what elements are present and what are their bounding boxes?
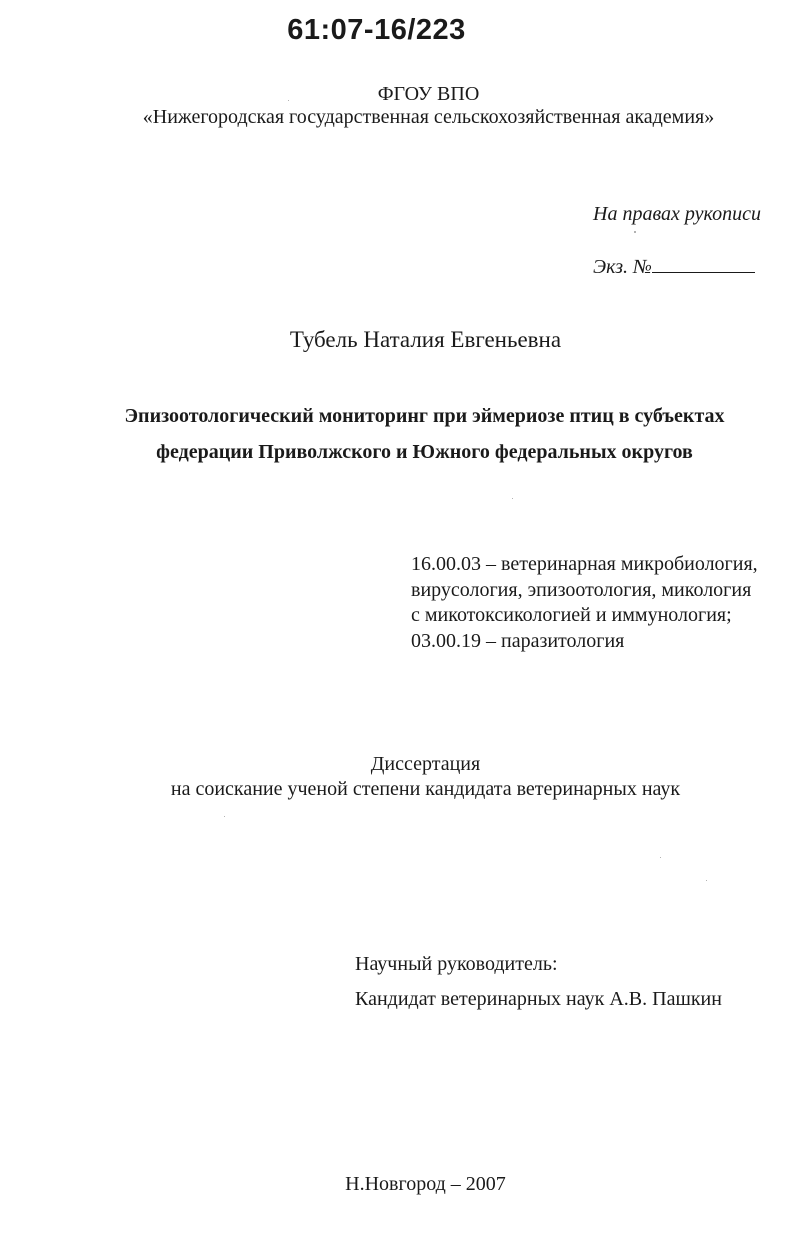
copy-number-label: Экз. № bbox=[593, 256, 652, 278]
specialty-line: 03.00.19 – паразитология bbox=[411, 630, 625, 652]
scan-speck bbox=[634, 231, 636, 233]
manuscript-rights-note: На правах рукописи bbox=[593, 203, 761, 225]
scan-speck bbox=[660, 857, 661, 858]
city-and-year: Н.Новгород – 2007 bbox=[345, 1173, 506, 1195]
dissertation-title-line-1: Эпизоотологический мониторинг при эймериозе птиц в субъектах bbox=[124, 405, 725, 427]
supervisor-name: Кандидат ветеринарных наук А.В. Пашкин bbox=[355, 988, 722, 1010]
dissertation-title-line-2: федерации Приволжского и Южного федеральных округов bbox=[156, 441, 693, 463]
organization-short-name: ФГОУ ВПО bbox=[377, 83, 480, 105]
scan-speck bbox=[288, 100, 289, 101]
copy-number-blank-line bbox=[652, 254, 755, 273]
organization-full-name: «Нижегородская государственная сельскохозяйственная академия» bbox=[142, 106, 715, 128]
author-name: Тубель Наталия Евгеньевна bbox=[289, 327, 562, 352]
specialty-line: вирусология, эпизоотология, микология bbox=[411, 579, 752, 601]
copy-number bbox=[593, 254, 755, 279]
dissertation-type: Диссертация bbox=[370, 753, 481, 775]
dissertation-purpose: на соискание ученой степени кандидата ветеринарных наук bbox=[170, 778, 681, 800]
specialty-line: 16.00.03 – ветеринарная микробиология, bbox=[411, 553, 758, 575]
catalog-number: 61:07-16/223 bbox=[287, 14, 466, 46]
scan-speck bbox=[224, 816, 225, 817]
supervisor-label: Научный руководитель: bbox=[355, 953, 558, 975]
scan-speck bbox=[512, 498, 513, 499]
specialty-line: с микотоксикологией и иммунология; bbox=[411, 604, 732, 626]
scan-speck bbox=[706, 880, 707, 881]
